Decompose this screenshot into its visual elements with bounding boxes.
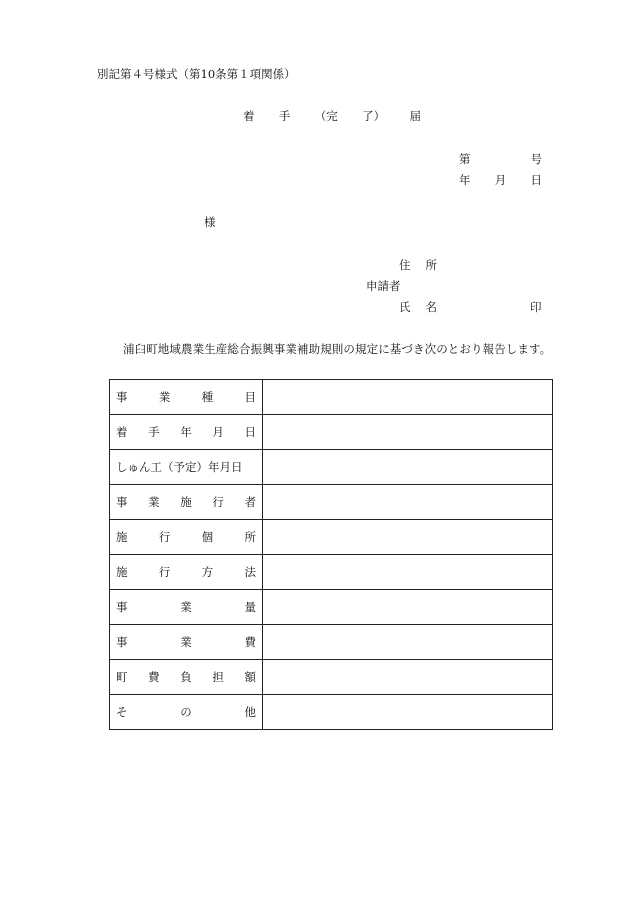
row-label <box>110 450 263 485</box>
row-label-char: 事 <box>116 390 128 404</box>
title-char: 手 <box>278 109 291 123</box>
table-row <box>110 485 553 520</box>
row-value[interactable] <box>263 695 553 730</box>
name-label <box>399 299 437 315</box>
row-label-char: 行 <box>158 565 171 579</box>
row-label-char: 費 <box>244 635 256 649</box>
row-label-char: 業 <box>180 635 192 649</box>
row-value[interactable] <box>263 485 553 520</box>
table-row <box>110 555 553 590</box>
row-label-char: 目 <box>244 390 256 404</box>
row-label-char: 法 <box>244 565 256 579</box>
row-label-text <box>116 424 256 440</box>
row-label-char: 施 <box>116 565 128 579</box>
row-label-char: 年 <box>180 425 192 439</box>
row-label-char: 手 <box>148 425 160 439</box>
row-label-char: 着 <box>116 425 128 439</box>
title-char: 着 <box>243 109 255 123</box>
applicant-label: 申請者 <box>366 279 401 293</box>
row-label-text <box>116 599 256 615</box>
row-label-char: 業 <box>148 495 160 509</box>
number-prefix: 第 <box>459 152 471 166</box>
report-table <box>109 379 553 730</box>
row-label-char: 負 <box>180 670 192 684</box>
row-label-char: 月 <box>212 425 224 439</box>
row-label-char: 町 <box>116 670 128 684</box>
row-label-char: 行 <box>212 495 224 509</box>
table-row <box>110 380 553 415</box>
row-label <box>110 520 263 555</box>
table-row <box>110 660 553 695</box>
row-label-char: 日 <box>244 425 256 439</box>
row-label-char: 事 <box>116 600 128 614</box>
row-label-text <box>116 634 256 650</box>
date-day: 日 <box>530 173 542 187</box>
table-row <box>110 590 553 625</box>
row-value[interactable] <box>263 660 553 695</box>
row-label <box>110 485 263 520</box>
row-label-char: 行 <box>158 530 171 544</box>
row-label-char: 所 <box>244 530 256 544</box>
title-char: 了） <box>362 109 386 123</box>
number-suffix: 号 <box>530 152 542 166</box>
row-label <box>110 590 263 625</box>
report-table-body <box>110 380 553 730</box>
addressee-suffix: 様 <box>204 215 216 229</box>
date-year: 年 <box>459 173 471 187</box>
row-label-char: 担 <box>212 670 224 684</box>
row-label <box>110 695 263 730</box>
row-label-char: 額 <box>244 670 256 684</box>
title-char: 届 <box>409 109 421 123</box>
row-label-char: 方 <box>201 565 214 579</box>
row-label-char: そ <box>116 705 128 719</box>
row-label-char: の <box>180 705 192 719</box>
date-month: 月 <box>494 173 507 187</box>
address-label <box>399 257 437 273</box>
row-label-char: 業 <box>180 600 192 614</box>
row-label-text <box>116 669 256 685</box>
row-value[interactable] <box>263 625 553 660</box>
document-date-line <box>459 172 542 188</box>
row-label-char: 種 <box>201 390 214 404</box>
row-value[interactable] <box>263 450 553 485</box>
row-label-char: 個 <box>201 530 214 544</box>
row-label-char: しゅん工（予定）年月日 <box>116 460 243 474</box>
row-label <box>110 415 263 450</box>
row-value[interactable] <box>263 520 553 555</box>
row-label <box>110 625 263 660</box>
document-title <box>243 108 421 124</box>
row-label-char: 施 <box>180 495 192 509</box>
seal-mark: 印 <box>530 300 542 314</box>
table-row <box>110 520 553 555</box>
body-text: 浦臼町地域農業生産総合振興事業補助規則の規定に基づき次のとおり報告します。 <box>123 342 552 356</box>
form-note: 別記第４号様式（第10条第１項関係） <box>97 67 296 81</box>
row-label-char: 業 <box>158 390 171 404</box>
row-label-char: 量 <box>244 600 256 614</box>
table-row <box>110 415 553 450</box>
row-label-char: 事 <box>116 495 128 509</box>
table-row <box>110 450 553 485</box>
name-label-char: 氏 <box>399 300 411 314</box>
row-label-char: 者 <box>244 495 256 509</box>
name-label-char: 名 <box>425 300 437 314</box>
row-label-char: 事 <box>116 635 128 649</box>
row-label-text <box>116 529 256 545</box>
table-row <box>110 695 553 730</box>
document-number-line <box>459 151 542 167</box>
row-label-text <box>116 389 256 405</box>
row-label-text <box>116 494 256 510</box>
row-label-text <box>116 459 256 475</box>
address-label-char: 所 <box>425 258 437 272</box>
row-label-char: 費 <box>148 670 160 684</box>
row-value[interactable] <box>263 380 553 415</box>
row-label <box>110 555 263 590</box>
row-value[interactable] <box>263 415 553 450</box>
row-value[interactable] <box>263 555 553 590</box>
row-label <box>110 380 263 415</box>
row-label-char: 他 <box>244 705 256 719</box>
row-label-char: 施 <box>116 530 128 544</box>
row-label-text <box>116 564 256 580</box>
title-char: （完 <box>314 109 338 123</box>
row-value[interactable] <box>263 590 553 625</box>
row-label-text <box>116 704 256 720</box>
address-label-char: 住 <box>399 258 411 272</box>
table-row <box>110 625 553 660</box>
row-label <box>110 660 263 695</box>
